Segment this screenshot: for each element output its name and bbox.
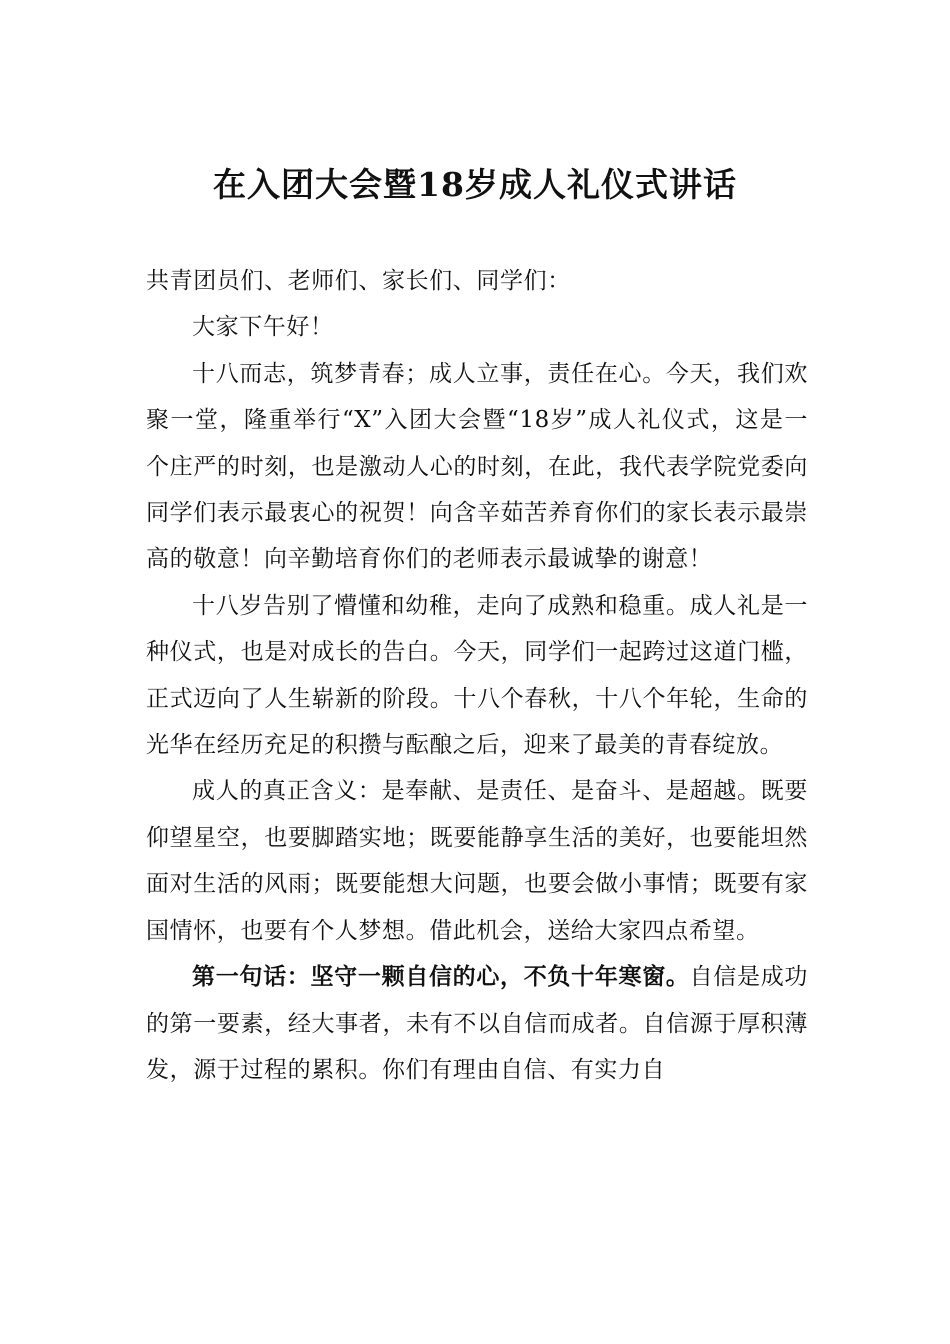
- paragraph-2: 十八岁告别了懵懂和幼稚，走向了成熟和稳重。成人礼是一种仪式，也是对成长的告白。今天，同学们一起跨过这道门槛，正式迈向了人生崭新的阶段。十八个春秋，十八个年轮，生命的光华在经历充足的积攒与酝酿之后，迎来了最美的青春绽放。: [146, 592, 808, 759]
- paragraph-3: 成人的真正含义：是奉献、是责任、是奋斗、是超越。既要仰望星空，也要脚踏实地；既要能静享生活的美好，也要能坦然面对生活的风雨；既要能想大问题，也要会做小事情；既要有家国情怀，也要有个人梦想。借此机会，送给大家四点希望。: [146, 778, 808, 944]
- salutation: 共青团员们、老师们、家长们、同学们：: [146, 268, 571, 294]
- paragraph-first-point: [146, 954, 808, 1093]
- greeting: 大家下午好！: [192, 314, 334, 341]
- first-point-text: 自信是成功的第一要素，经大事者，未有不以自信而成者。自信源于厚积薄发，源于过程的累积。你们有理由自信、有实力自: [146, 964, 808, 1083]
- paragraph-1: 十八而志，筑梦青春；成人立事，责任在心。今天，我们欢聚一堂，隆重举行“X”入团大会暨“18岁”成人礼仪式，这是一个庄严的时刻，也是激动人心的时刻，在此，我代表学院党委向同学们表示最衷心的祝贺！向含辛茹苦养育你们的家长表示最崇高的敬意！向辛勤培育你们的老师表示最诚挚的谢意！: [146, 360, 808, 573]
- first-point-heading: 第一句话：坚守一颗自信的心，不负十年寒窗。: [192, 963, 690, 991]
- document-title: 在入团大会暨18岁成人礼仪式讲话: [213, 165, 737, 204]
- document-body: [146, 258, 808, 1093]
